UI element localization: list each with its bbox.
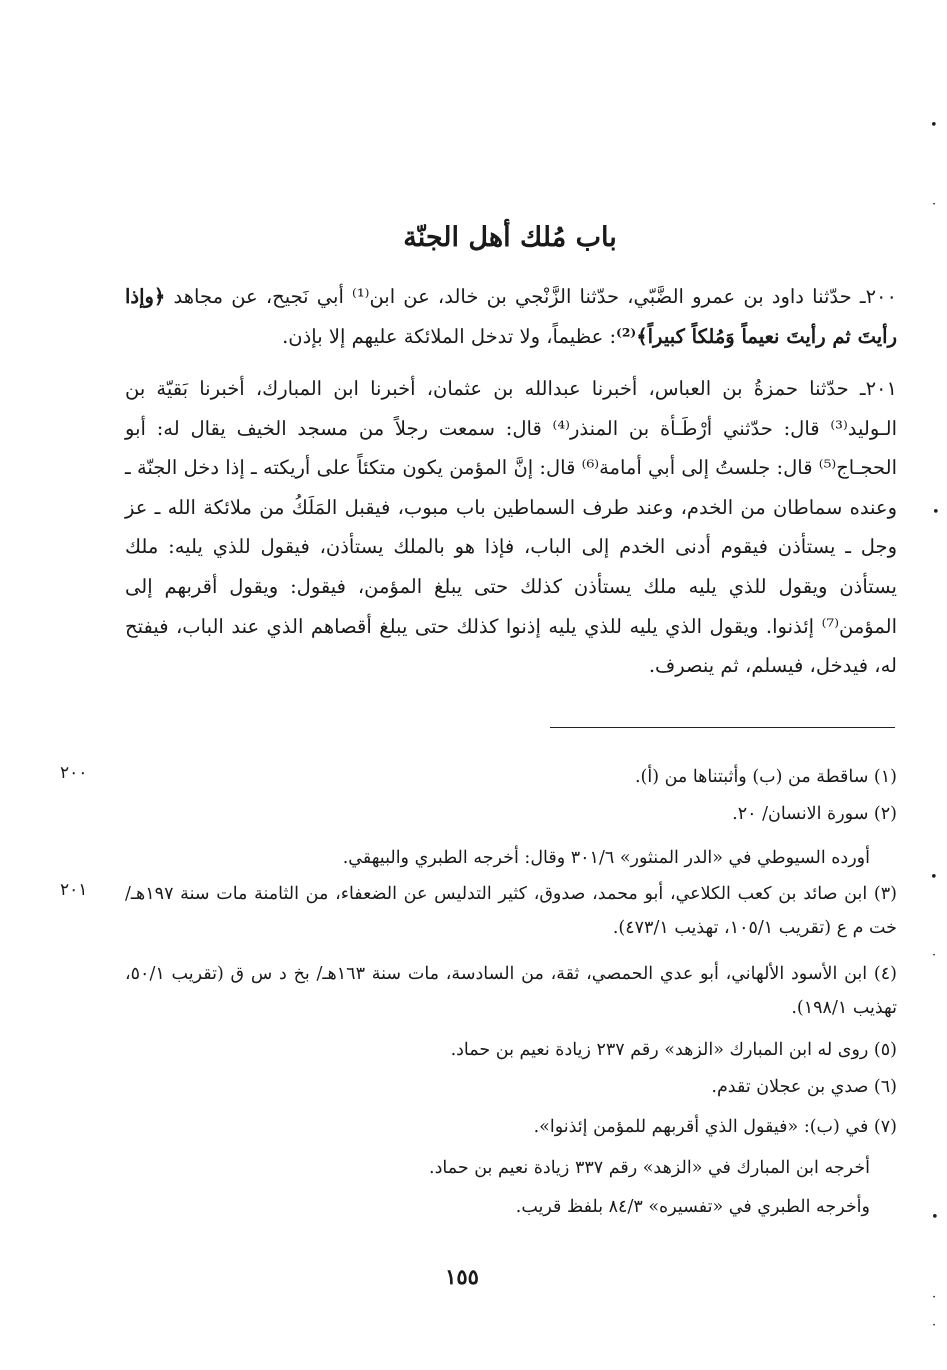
chapter-title: باب مُلك أهل الجنّة	[403, 222, 617, 253]
scan-speck: •	[930, 870, 938, 885]
scan-speck: •	[931, 1210, 939, 1225]
quran-verse: ﴿وإذا رأيتَ ثم رأيتَ نعيماً وَمُلكاً كبيراً﴾⁽²⁾	[125, 285, 897, 348]
side-number-201: ٢٠١	[60, 880, 88, 900]
hadith-200	[125, 277, 897, 356]
footnote-6: (٦) صدي بن عجلان تقدم.	[711, 1077, 897, 1097]
footnote-7: (٧) في (ب): «فيقول الذي أقربهم للمؤمن إئذنوا».	[533, 1117, 897, 1137]
footnote-separator	[550, 727, 895, 728]
scan-speck: ·	[932, 948, 937, 963]
hadith-200-text: ٢٠٠ـ حدّثنا داود بن عمرو الضَّبّي، حدّثنا الزَّنْجي بن خالد، عن ابن⁽¹⁾ أبي نَجيح، عن مجاهد	[165, 285, 897, 308]
scan-speck: •	[932, 505, 940, 520]
footnote-2-continuation: أورده السيوطي في «الدر المنثور» ٣٠١/٦ وقال: أخرجه الطبري والبيهقي.	[342, 848, 870, 868]
footnote-4: (٤) ابن الأسود الألهاني، أبو عدي الحمصي، ثقة، من السادسة، مات سنة ١٦٣هـ/ بخ د س ق (تقريب ٥٠/١، تهذيب ١٩٨/١).	[125, 964, 897, 1018]
scan-speck: •	[930, 118, 938, 133]
page-number: ١٥٥	[445, 1264, 479, 1289]
footnote-1: (١) ساقطة من (ب) وأثبتناها من (أ).	[634, 767, 897, 787]
hadith-200-text-end: : عظيماً، ولا تدخل الملائكة عليهم إلا بإذن.	[282, 324, 617, 348]
footnote-3: (٣) ابن صائد بن كعب الكلاعي، أبو محمد، صدوق، كثير التدليس عن الضعفاء، من الثامنة مات سنة ١٩٧هـ/ خت م ع (تقريب ١٠٥/١، تهذيب ٤٧٣/١).	[125, 884, 897, 938]
footnote-5: (٥) روى له ابن المبارك «الزهد» رقم ٢٣٧ زيادة نعيم بن حماد.	[450, 1040, 897, 1060]
footnote-2: (٢) سورة الانسان/ ٢٠.	[732, 804, 897, 824]
scan-speck: ·	[932, 197, 937, 212]
footnote-7-continuation-2: وأخرجه الطبري في «تفسيره» ٨٤/٣ بلفظ قريب.	[515, 1197, 870, 1217]
scan-speck: ·	[932, 1318, 937, 1333]
side-number-200: ٢٠٠	[60, 763, 88, 783]
footnote-7-continuation-1: أخرجه ابن المبارك في «الزهد» رقم ٣٣٧ زيادة نعيم بن حماد.	[429, 1158, 870, 1178]
scan-speck: ·	[932, 1290, 937, 1305]
hadith-201: ٢٠١ـ حدّثنا حمزةُ بن العباس، أخبرنا عبدالله بن عثمان، أخبرنا ابن المبارك، أخبرنا بَقيّة بن الـوليد⁽³⁾ قال: حدّثني أرْطَـأة بن المنذر⁽⁴⁾ قال: سمعت رجلاً من مسجد الخيف يقال له: أبو الحجـاج⁽⁵⁾ قال: جلستُ إلى أبي أمامة⁽⁶⁾ قال: إنَّ المؤمن يكون متكئاً على أريكته ـ إذا دخل الجنّة ـ وعنده سماطان من الخدم، وعند طرف السماطين باب مبوب، فيقبل المَلَكُ من ملائكة الله ـ عز وجل ـ يستأذن فيقوم أدنى الخدم إلى الباب، فإذا هو بالملك يستأذن، فيقول للذي يليه: ملك يستأذن ويقول للذي يليه ملك يستأذن كذلك حتى يبلغ المؤمن، فيقول: ويقول أقربهم إلى المؤمن⁽⁷⁾ إئذنوا. ويقول الذي يليه للذي يليه إذنوا كذلك حتى يبلغ أقصاهم الذي عند الباب، فيفتح له، فيدخل، فيسلم، ثم ينصرف.	[125, 377, 897, 678]
